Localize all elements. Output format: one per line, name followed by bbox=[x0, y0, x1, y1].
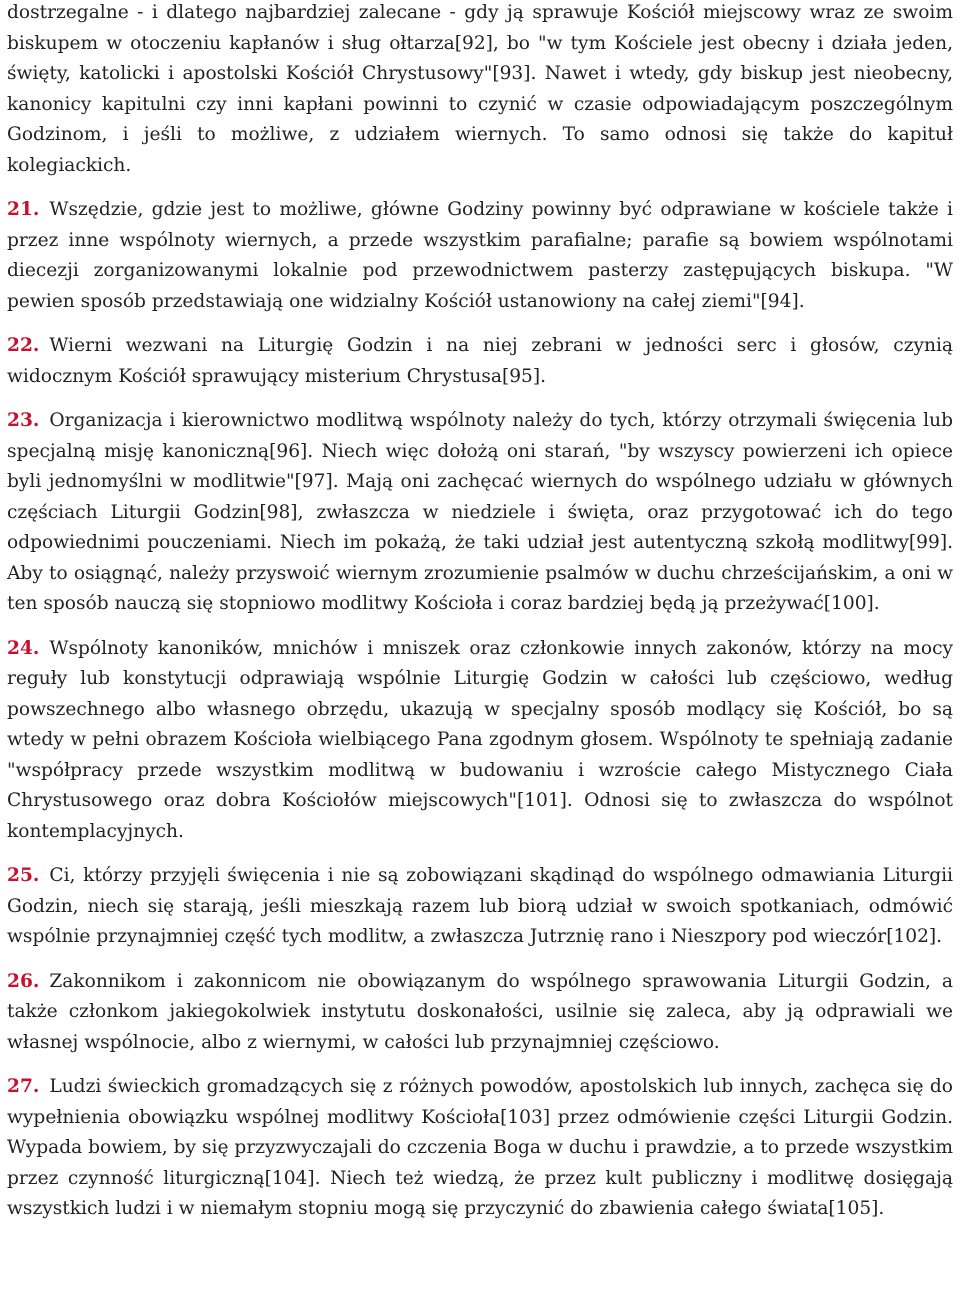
paragraph-number: 26. bbox=[7, 970, 40, 992]
paragraph-text: Ludzi świeckich gromadzących się z różnych powodów, apostolskich lub innych, zachęca się do wypełnienia obowiązku wspólnej modlitwy Kościoła[103] przez odmówienie części Liturgii Godzin. Wypada bowiem, by się przyzwyczajali do czczenia Boga w duchu i prawdzie, a to przede wszystkim przez czynność liturgiczną[104]. Niech też wiedzą, że przez kult publiczny i modlitwę dosięgają wszystkich ludzi i w niemałym stopniu mogą się przyczynić do zbawienia całego świata[105]. bbox=[7, 1076, 953, 1219]
paragraph-text: Wszędzie, gdzie jest to możliwe, główne Godziny powinny być odprawiane w kościele także i przez inne wspólnoty wiernych, a przede wszystkim parafialne; parafie są bowiem wspólnotami diecezji zorganizowanymi lokalnie pod przewodnictwem pasterzy zastępujących biskupa. "W pewien sposób przedstawiają one widzialny Kościół ustanowiony na całej ziemi"[94]. bbox=[7, 199, 953, 312]
paragraph-continuation bbox=[7, 0, 953, 181]
paragraph-text: Zakonnikom i zakonnicom nie obowiązanym do wspólnego sprawowania Liturgii Godzin, a także członkom jakiegokolwiek instytutu doskonałości, usilnie się zaleca, aby ją odprawiali we własnej wspólnocie, albo z wiernymi, w całości lub przynajmniej częściowo. bbox=[7, 970, 953, 1053]
paragraph-number: 22. bbox=[7, 335, 40, 356]
paragraph-23 bbox=[7, 406, 953, 620]
paragraph-26 bbox=[7, 967, 953, 1059]
paragraph-text: Organizacja i kierownictwo modlitwą wspólnoty należy do tych, którzy otrzymali święcenia lub specjalną misję kanoniczną[96]. Niech więc dołożą oni starań, "by wszyscy powierzeni ich opiece byli jednomyślni w modlitwie"[97]. Mają oni zachęcać wiernych do wspólnego udziału w głównych częściach Liturgii Godzin[98], zwłaszcza w niedziele i święta, oraz przygotować ich do tego odpowiednimi pouczeniami. Niech im pokażą, że taki udział jest autentyczną szkołą modlitwy[99]. Aby to osiągnąć, należy przyswoić wiernym zrozumienie psalmów w duchu chrześcijańskim, a oni w ten sposób nauczą się stopniowo modlitwy Kościoła i coraz bardziej będą ją przeżywać[100]. bbox=[7, 410, 953, 614]
paragraph-text: dostrzegalne - i dlatego najbardziej zalecane - gdy ją sprawuje Kościół miejscowy wraz ze swoim biskupem w otoczeniu kapłanów i sług ołtarza[92], bo "w tym Kościele jest obecny i działa jeden, święty, katolicki i apostolski Kościół Chrystusowy"[93]. Nawet i wtedy, gdy biskup jest nieobecny, kanonicy kapitulni czy inni kapłani powinni to czynić w czasie odpowiadającym poszczególnym Godzinom, i jeśli to możliwe, z udziałem wiernych. To samo odnosi się także do kapituł kolegiackich. bbox=[7, 2, 953, 176]
paragraph-number: 21. bbox=[7, 199, 40, 220]
paragraph-24 bbox=[7, 634, 953, 848]
paragraph-text: Wierni wezwani na Liturgię Godzin i na niej zebrani w jedności serc i głosów, czynią widocznym Kościół sprawujący misterium Chrystusa[95]. bbox=[7, 335, 953, 387]
paragraph-text: Ci, którzy przyjęli święcenia i nie są zobowiązani skądinąd do wspólnego odmawiania Liturgii Godzin, niech się starają, jeśli mieszkają razem lub biorą udział w swoich spotkaniach, odmówić wspólnie przynajmniej część tych modlitw, a zwłaszcza Jutrznię rano i Nieszpory pod wieczór[102]. bbox=[7, 865, 953, 947]
paragraph-number: 27. bbox=[7, 1076, 40, 1097]
paragraph-number: 25. bbox=[7, 865, 40, 886]
paragraph-text: Wspólnoty kanoników, mnichów i mniszek oraz członkowie innych zakonów, którzy na mocy reguły lub konstytucji odprawiają wspólnie Liturgię Godzin w całości lub częściowo, według powszechnego albo własnego obrzędu, ukazują w specjalny sposób modlący się Kościół, bo są wtedy w pełni obrazem Kościoła wielbiącego Pana zgodnym głosem. Wspólnoty te spełniają zadanie "współpracy przede wszystkim modlitwą w budowaniu i wzroście całego Mistycznego Ciała Chrystusowego oraz dobra Kościołów miejscowych"[101]. Odnosi się to zwłaszcza do wspólnot kontemplacyjnych. bbox=[7, 637, 953, 842]
paragraph-21 bbox=[7, 195, 953, 317]
paragraph-22 bbox=[7, 331, 953, 392]
paragraph-number: 24. bbox=[7, 637, 40, 659]
paragraph-25 bbox=[7, 861, 953, 953]
paragraph-number: 23. bbox=[7, 410, 40, 431]
paragraph-27 bbox=[7, 1072, 953, 1225]
